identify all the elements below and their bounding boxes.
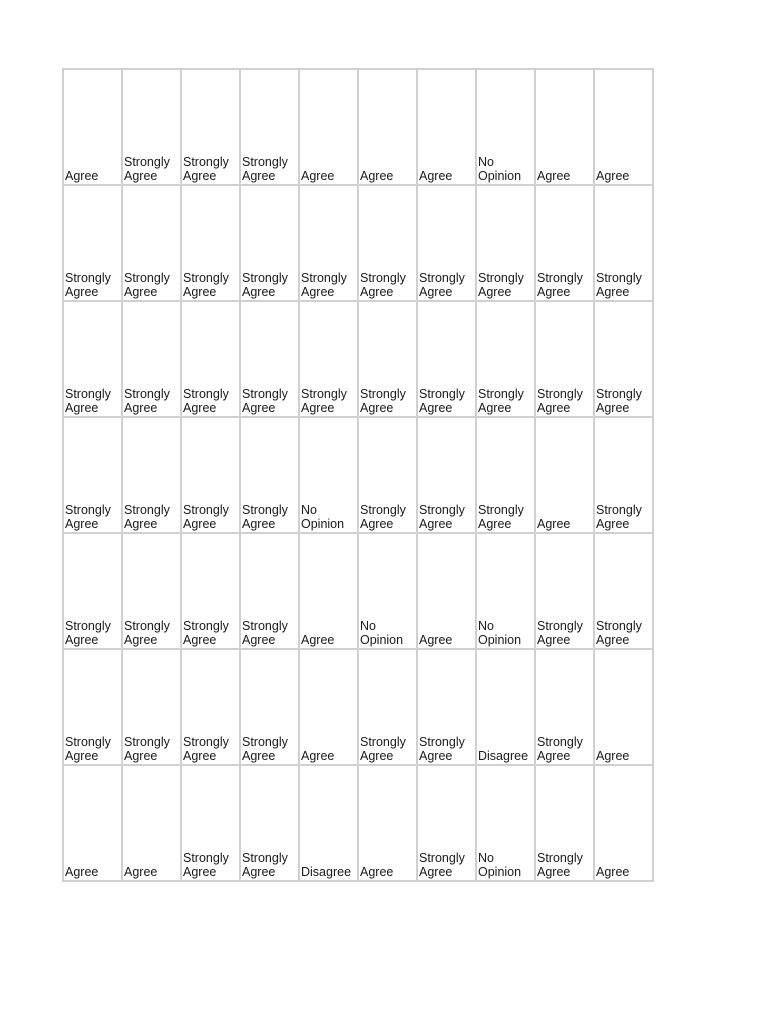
table-cell: Strongly Agree: [594, 417, 653, 533]
table-cell: Strongly Agree: [122, 649, 181, 765]
table-cell: Strongly Agree: [358, 417, 417, 533]
table-cell: Strongly Agree: [240, 69, 299, 185]
table-cell: Agree: [594, 649, 653, 765]
table-cell: Strongly Agree: [417, 417, 476, 533]
table-cell: Agree: [63, 69, 122, 185]
table-cell: Strongly Agree: [535, 185, 594, 301]
table-cell: Agree: [358, 69, 417, 185]
table-cell: Strongly Agree: [358, 649, 417, 765]
table-cell: Strongly Agree: [240, 185, 299, 301]
table-cell: Strongly Agree: [122, 69, 181, 185]
table-cell: No Opinion: [299, 417, 358, 533]
table-row: [63, 185, 653, 301]
table-cell: Strongly Agree: [181, 301, 240, 417]
table-cell: Strongly Agree: [181, 649, 240, 765]
survey-response-table: [62, 68, 654, 882]
table-cell: Strongly Agree: [240, 649, 299, 765]
table-row: [63, 69, 653, 185]
table-cell: Strongly Agree: [535, 301, 594, 417]
table-cell: Agree: [417, 533, 476, 649]
table-cell: Strongly Agree: [240, 765, 299, 881]
table-row: [63, 301, 653, 417]
table-cell: No Opinion: [476, 69, 535, 185]
table-cell: Strongly Agree: [299, 185, 358, 301]
table-cell: Strongly Agree: [417, 649, 476, 765]
table-cell: Strongly Agree: [181, 533, 240, 649]
table-cell: Strongly Agree: [358, 185, 417, 301]
table-cell: Strongly Agree: [63, 533, 122, 649]
table-cell: Strongly Agree: [63, 417, 122, 533]
table-cell: Agree: [594, 765, 653, 881]
table-cell: Strongly Agree: [299, 301, 358, 417]
table-cell: Agree: [299, 533, 358, 649]
table-cell: Agree: [63, 765, 122, 881]
table-row: [63, 417, 653, 533]
table-cell: No Opinion: [476, 765, 535, 881]
table-cell: Strongly Agree: [476, 301, 535, 417]
table-cell: Agree: [535, 417, 594, 533]
table-cell: Strongly Agree: [122, 185, 181, 301]
survey-response-table-body: [63, 69, 653, 881]
table-cell: Strongly Agree: [417, 765, 476, 881]
table-cell: Strongly Agree: [181, 765, 240, 881]
table-row: [63, 533, 653, 649]
table-cell: Strongly Agree: [122, 417, 181, 533]
table-cell: Strongly Agree: [594, 301, 653, 417]
table-row: [63, 649, 653, 765]
table-cell: Strongly Agree: [181, 417, 240, 533]
table-cell: Strongly Agree: [63, 301, 122, 417]
table-cell: Agree: [594, 69, 653, 185]
table-cell: Strongly Agree: [594, 185, 653, 301]
table-cell: Agree: [358, 765, 417, 881]
table-cell: Strongly Agree: [240, 417, 299, 533]
table-cell: Agree: [299, 649, 358, 765]
table-cell: Strongly Agree: [122, 301, 181, 417]
table-cell: Strongly Agree: [476, 417, 535, 533]
table-row: [63, 765, 653, 881]
table-cell: Strongly Agree: [63, 185, 122, 301]
table-cell: Strongly Agree: [358, 301, 417, 417]
table-cell: Disagree: [299, 765, 358, 881]
table-cell: Strongly Agree: [122, 533, 181, 649]
table-cell: Agree: [299, 69, 358, 185]
table-cell: Strongly Agree: [594, 533, 653, 649]
table-cell: Strongly Agree: [535, 765, 594, 881]
table-cell: Strongly Agree: [535, 649, 594, 765]
table-cell: Strongly Agree: [240, 533, 299, 649]
table-cell: Strongly Agree: [476, 185, 535, 301]
table-cell: Agree: [122, 765, 181, 881]
table-cell: No Opinion: [358, 533, 417, 649]
table-cell: Strongly Agree: [240, 301, 299, 417]
table-cell: No Opinion: [476, 533, 535, 649]
table-cell: Strongly Agree: [63, 649, 122, 765]
table-cell: Strongly Agree: [181, 69, 240, 185]
table-cell: Agree: [535, 69, 594, 185]
table-cell: Disagree: [476, 649, 535, 765]
table-cell: Strongly Agree: [417, 185, 476, 301]
table-cell: Strongly Agree: [535, 533, 594, 649]
table-cell: Agree: [417, 69, 476, 185]
table-cell: Strongly Agree: [417, 301, 476, 417]
table-cell: Strongly Agree: [181, 185, 240, 301]
